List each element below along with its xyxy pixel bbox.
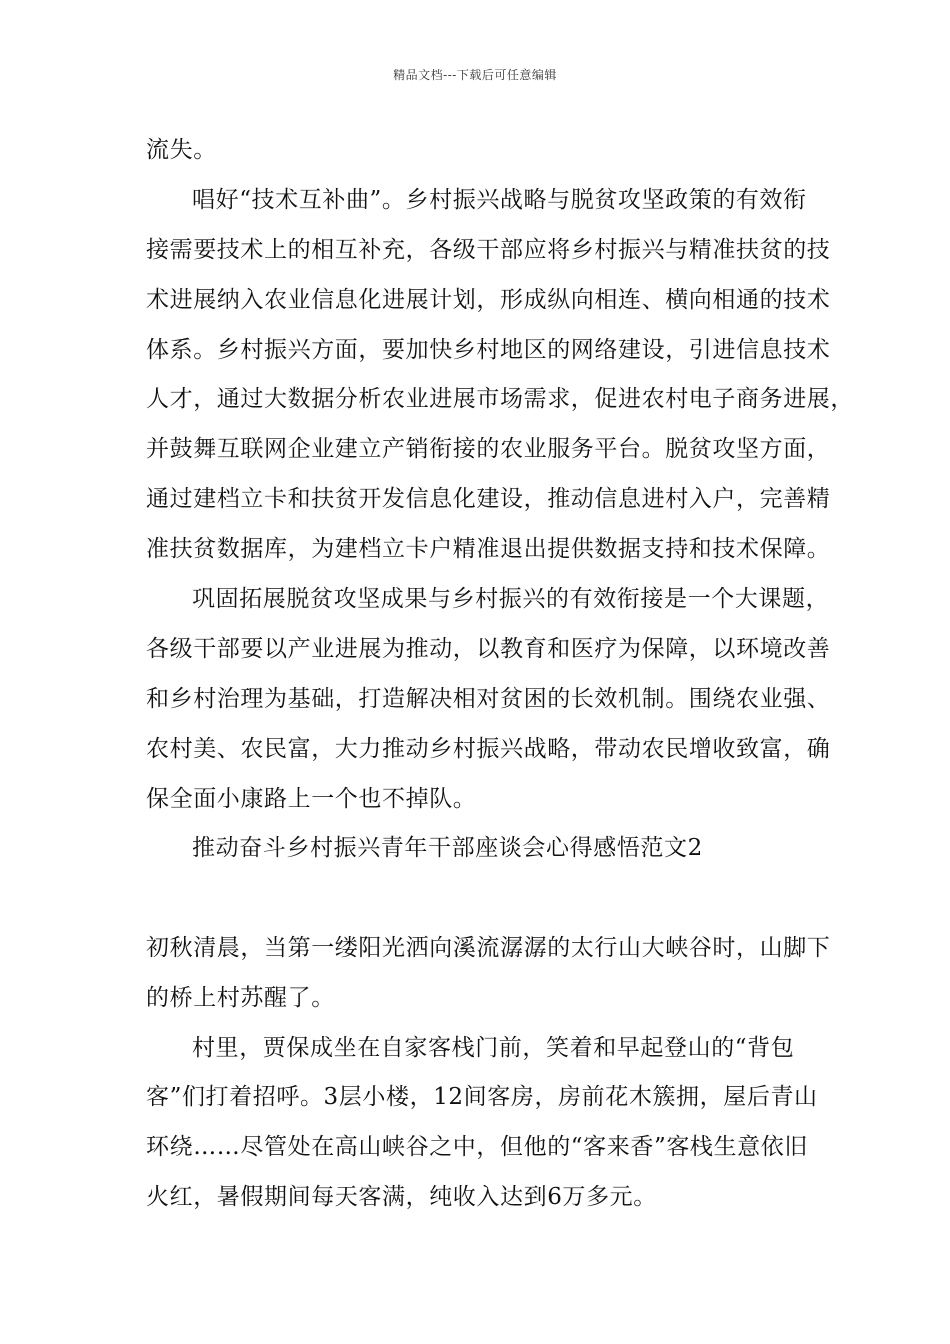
body-line: 体系。乡村振兴方面，要加快乡村地区的网络建设，引进信息技术 bbox=[146, 337, 831, 363]
body-line: 保全面小康路上一个也不掉队。 bbox=[146, 786, 477, 812]
body-line: 初秋清晨，当第一缕阳光洒向溪流潺潺的太行山大峡谷时，山脚下 bbox=[146, 935, 831, 961]
body-line: 的桥上村苏醒了。 bbox=[146, 985, 335, 1011]
body-line: 客”们打着招呼。3层小楼，12间客房，房前花木簇拥，屋后青山 bbox=[146, 1084, 818, 1110]
body-line: 各级干部要以产业进展为推动，以教育和医疗为保障，以环境改善 bbox=[146, 636, 831, 662]
body-line: 巩固拓展脱贫攻坚成果与乡村振兴的有效衔接是一个大课题， bbox=[192, 586, 830, 612]
body-line: 火红，暑假期间每天客满，纯收入达到6万多元。 bbox=[146, 1184, 657, 1210]
body-line: 通过建档立卡和扶贫开发信息化建设，推动信息进村入户，完善精 bbox=[146, 486, 831, 512]
section-title: 推动奋斗乡村振兴青年干部座谈会心得感悟范文2 bbox=[192, 835, 703, 861]
body-line: 接需要技术上的相互补充，各级干部应将乡村振兴与精准扶贫的技 bbox=[146, 237, 831, 263]
body-line: 唱好“技术互补曲”。乡村振兴战略与脱贫攻坚政策的有效衔 bbox=[192, 187, 807, 213]
body-line: 村里，贾保成坐在自家客栈门前，笑着和早起登山的“背包 bbox=[192, 1035, 795, 1061]
body-line: 农村美、农民富，大力推动乡村振兴战略，带动农民增收致富，确 bbox=[146, 736, 831, 762]
body-line: 并鼓舞互联网企业建立产销衔接的农业服务平台。脱贫攻坚方面， bbox=[146, 436, 831, 462]
body-line: 人才，通过大数据分析农业进展市场需求，促进农村电子商务进展， bbox=[146, 386, 854, 412]
page-header: 精品文档---下载后可任意编辑 bbox=[393, 68, 557, 82]
body-line: 和乡村治理为基础，打造解决相对贫困的长效机制。围绕农业强、 bbox=[146, 686, 831, 712]
body-line: 术进展纳入农业信息化进展计划，形成纵向相连、横向相通的技术 bbox=[146, 287, 831, 313]
body-line: 环绕……尽管处在高山峡谷之中，但他的“客来香”客栈生意依旧 bbox=[146, 1134, 808, 1160]
body-line: 流失。 bbox=[146, 137, 217, 163]
body-line: 准扶贫数据库，为建档立卡户精准退出提供数据支持和技术保障。 bbox=[146, 536, 831, 562]
